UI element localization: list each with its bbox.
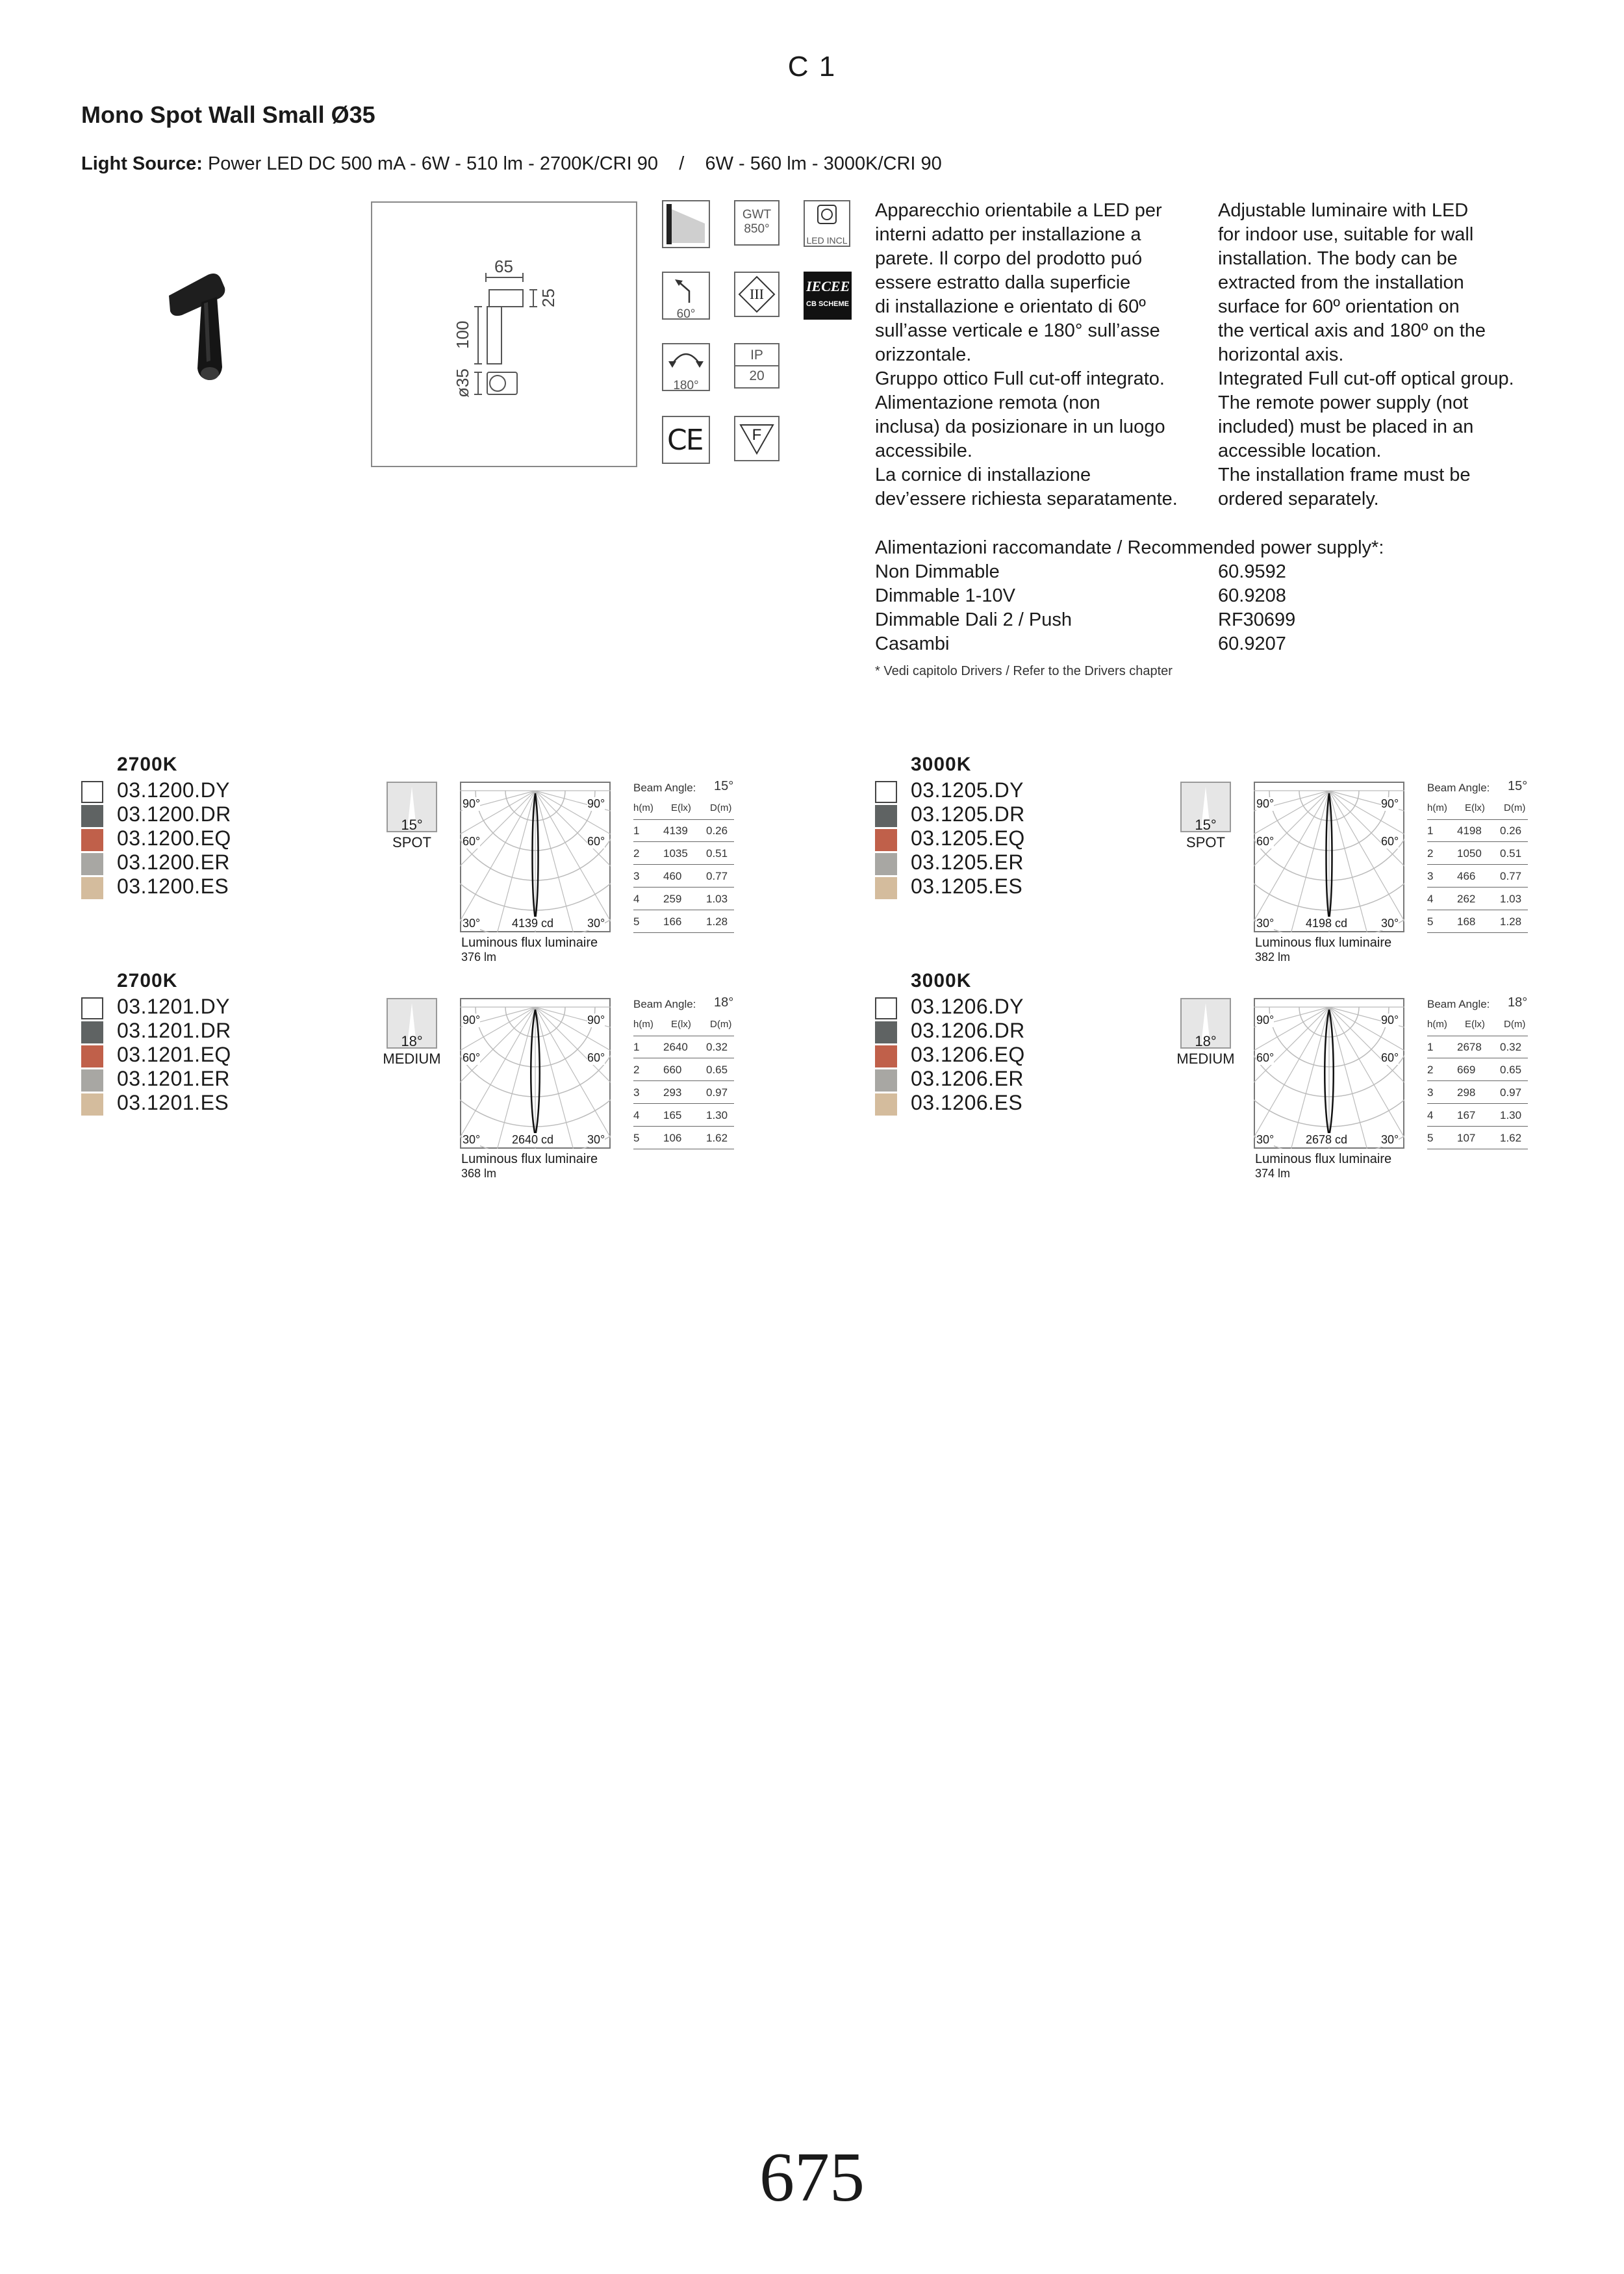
table-header-cell: D(m) (1504, 802, 1526, 813)
article-code: 03.1205.ER (911, 850, 1024, 874)
table-cell: 0.97 (706, 1086, 728, 1099)
polar-angle-label: 30° (1381, 917, 1399, 930)
table-cell: 166 (663, 915, 682, 928)
polar-angle-label: 60° (1256, 835, 1275, 848)
description-line: Adjustable luminaire with LED (1218, 200, 1469, 221)
table-cell: 4198 (1457, 824, 1482, 837)
polar-angle-label: 30° (587, 1133, 605, 1146)
finish-swatch (875, 1045, 897, 1067)
table-cell: 0.65 (1500, 1064, 1522, 1076)
power-supply-footnote: * Vedi capitolo Drivers / Refer to the Drivers chapter (875, 664, 1173, 678)
table-header-row (1427, 800, 1528, 820)
table-row (633, 867, 734, 888)
article-code: 03.1201.DR (117, 1019, 231, 1042)
table-header-cell: E(lx) (1465, 1019, 1485, 1030)
table-cell: 5 (633, 915, 640, 928)
table-cell: 0.77 (1500, 870, 1522, 882)
table-header-cell: E(lx) (671, 802, 691, 813)
variant-block (875, 754, 1590, 968)
beam-angle-value: 18° (714, 995, 734, 1010)
variant-block (81, 754, 796, 968)
table-cell: 669 (1457, 1064, 1476, 1076)
description-line: Gruppo ottico Full cut-off integrato. (875, 368, 1165, 389)
table-cell: 4139 (663, 824, 688, 837)
power-supply-row (875, 633, 1286, 655)
polar-diagram (1254, 998, 1404, 1149)
article-code: 03.1206.DY (911, 995, 1024, 1018)
table-row (1427, 913, 1528, 933)
polar-angle-label: 30° (1256, 1133, 1275, 1146)
polar-angle-label: 60° (463, 1051, 481, 1064)
finish-swatch (81, 853, 103, 875)
table-cell: 4 (1427, 1109, 1434, 1121)
finish-swatch (81, 877, 103, 899)
finish-swatch (81, 781, 103, 803)
dim-depth: 25 (539, 288, 558, 307)
f-mark-icon: F (734, 416, 780, 461)
light-source-line (81, 153, 942, 175)
table-cell: 0.51 (1500, 847, 1522, 860)
finish-swatch (81, 1021, 103, 1043)
polar-angle-label: 90° (1381, 1014, 1399, 1027)
dim-height: 100 (453, 320, 472, 349)
beam-angle-value: 15° (1508, 779, 1528, 793)
variant-block (81, 970, 796, 1184)
table-row (1427, 890, 1528, 910)
table-row (1427, 1084, 1528, 1104)
table-cell: 2678 (1457, 1041, 1482, 1053)
table-header-cell: E(lx) (671, 1019, 691, 1030)
table-header-cell: D(m) (1504, 1019, 1526, 1030)
table-header-row (633, 1016, 734, 1036)
table-header-cell: h(m) (1427, 1019, 1447, 1030)
description-line: surface for 60º orientation on (1218, 296, 1460, 317)
page-number: 675 (759, 2139, 865, 2216)
table-cell: 1 (1427, 1041, 1434, 1053)
table-cell: 165 (663, 1109, 682, 1121)
table-cell: 5 (633, 1132, 640, 1144)
table-cell: 2 (1427, 847, 1434, 860)
table-cell: 1.03 (706, 893, 728, 905)
beam-degree: 18° (401, 1033, 423, 1049)
table-cell: 2 (633, 1064, 640, 1076)
table-row (633, 845, 734, 865)
power-supply-code: 60.9208 (1218, 585, 1286, 606)
beam-name: MEDIUM (383, 1051, 441, 1067)
gwt-rating-icon: GWT 850° (734, 200, 780, 246)
table-cell: 0.65 (706, 1064, 728, 1076)
polar-angle-label: 30° (1381, 1133, 1399, 1146)
table-header-row (633, 800, 734, 820)
table-row (633, 890, 734, 910)
table-cell: 106 (663, 1132, 682, 1144)
table-cell: 2640 (663, 1041, 688, 1053)
table-header-cell: D(m) (710, 802, 732, 813)
power-supply-code: 60.9592 (1218, 561, 1286, 582)
description-line: accessibile. (875, 441, 972, 461)
description-line: Apparecchio orientabile a LED per (875, 200, 1162, 221)
power-supply-row (875, 609, 1296, 631)
polar-angle-label: 60° (1381, 1051, 1399, 1064)
article-code: 03.1201.DY (117, 995, 231, 1018)
variant-block (875, 970, 1590, 1184)
polar-diagram (460, 782, 611, 932)
beam-angle-label: Beam Angle: (633, 782, 696, 794)
table-cell: 262 (1457, 893, 1476, 905)
table-cell: 1.30 (1500, 1109, 1522, 1121)
article-code: 03.1200.DY (117, 778, 231, 802)
peak-intensity: 2678 cd (1306, 1133, 1348, 1146)
finish-swatch (875, 853, 897, 875)
article-code: 03.1201.ER (117, 1067, 231, 1090)
table-row (1427, 1106, 1528, 1127)
polar-angle-label: 60° (1381, 835, 1399, 848)
table-header-cell: h(m) (633, 802, 653, 813)
wall-mount-icon (662, 200, 710, 248)
article-code: 03.1200.ES (117, 875, 229, 898)
peak-intensity: 2640 cd (512, 1133, 554, 1146)
table-cell: 3 (1427, 1086, 1434, 1099)
finish-swatch (875, 1021, 897, 1043)
table-cell: 1.62 (1500, 1132, 1522, 1144)
table-cell: 1050 (1457, 847, 1482, 860)
polar-angle-label: 90° (1381, 797, 1399, 810)
ip-rating-icon: IP 20 (734, 343, 780, 389)
description-line: The installation frame must be (1218, 465, 1471, 485)
description-line: inclusa) da posizionare in un luogo (875, 416, 1165, 437)
polar-angle-label: 30° (463, 917, 481, 930)
led-included-icon: LED INCL (804, 200, 850, 247)
article-code: 03.1200.DR (117, 802, 231, 826)
article-code: 03.1205.DR (911, 802, 1025, 826)
product-photo (162, 263, 234, 387)
table-cell: 3 (1427, 870, 1434, 882)
table-header-cell: E(lx) (1465, 802, 1485, 813)
power-supply-name: Casambi (875, 633, 950, 654)
polar-angle-label: 60° (1256, 1051, 1275, 1064)
table-row (1427, 845, 1528, 865)
table-row (1427, 1038, 1528, 1058)
description-line: for indoor use, suitable for wall (1218, 224, 1474, 245)
light-source-label: Light Source: (81, 153, 203, 174)
color-temperature: 2700K (117, 970, 178, 991)
table-cell: 298 (1457, 1086, 1476, 1099)
description-line: sull’asse verticale e 180° sull’asse (875, 320, 1160, 341)
table-cell: 3 (633, 1086, 640, 1099)
dim-diameter: ø35 (453, 368, 472, 398)
article-code: 03.1201.ES (117, 1091, 229, 1114)
polar-angle-label: 30° (587, 917, 605, 930)
description-line: interni adatto per installazione a (875, 224, 1141, 245)
luminous-flux-label: Luminous flux luminaire (1255, 936, 1392, 950)
polar-angle-label: 30° (463, 1133, 481, 1146)
power-supply-code: 60.9207 (1218, 633, 1286, 654)
table-row (633, 822, 734, 842)
description-line: Alimentazione remota (non (875, 392, 1100, 413)
beam-degree: 15° (1195, 817, 1217, 833)
polar-diagram (460, 998, 611, 1149)
finish-swatch (875, 1069, 897, 1092)
class-iii-icon: III (734, 272, 780, 317)
table-cell: 0.77 (706, 870, 728, 882)
finish-swatch (81, 805, 103, 827)
table-cell: 4 (1427, 893, 1434, 905)
table-cell: 0.32 (706, 1041, 728, 1053)
power-supply-title: Alimentazioni raccomandate / Recommended power supply*: (875, 537, 1384, 558)
beam-degree: 18° (1195, 1033, 1217, 1049)
table-row (633, 1084, 734, 1104)
description-line: installation. The body can be (1218, 248, 1458, 269)
table-header-cell: h(m) (633, 1019, 653, 1030)
finish-swatch (875, 805, 897, 827)
table-cell: 107 (1457, 1132, 1476, 1144)
luminous-flux-label: Luminous flux luminaire (461, 936, 598, 950)
polar-angle-label: 60° (463, 835, 481, 848)
table-header-row (1427, 1016, 1528, 1036)
tilt-angle-text: 60° (676, 307, 696, 321)
table-cell: 1 (1427, 824, 1434, 837)
table-cell: 460 (663, 870, 682, 882)
beam-angle-value: 18° (1508, 995, 1528, 1010)
table-cell: 1 (633, 1041, 640, 1053)
finish-swatch (875, 997, 897, 1019)
table-cell: 0.97 (1500, 1086, 1522, 1099)
table-cell: 259 (663, 893, 682, 905)
description-line: accessible location. (1218, 441, 1382, 461)
polar-angle-label: 30° (1256, 917, 1275, 930)
rotation-angle-text: 180° (673, 379, 699, 392)
power-supply-name: Non Dimmable (875, 561, 1000, 582)
beam-name: MEDIUM (1176, 1051, 1235, 1067)
light-source-text: Power LED DC 500 mA - 6W - 510 lm - 2700K/CRI 90 / 6W - 560 lm - 3000K/CRI 90 (202, 153, 942, 174)
description-line: La cornice di installazione (875, 465, 1091, 485)
luminous-flux-label: Luminous flux luminaire (1255, 1152, 1392, 1166)
description-line: di installazione e orientato di 60º (875, 296, 1146, 317)
table-row (1427, 822, 1528, 842)
polar-angle-label: 90° (587, 797, 605, 810)
luminous-flux-label: Luminous flux luminaire (461, 1152, 598, 1166)
table-cell: 4 (633, 1109, 640, 1121)
ce-mark-icon: CE (662, 416, 710, 464)
table-cell: 2 (1427, 1064, 1434, 1076)
luminous-flux-value: 374 lm (1255, 1167, 1291, 1180)
description-line: essere estratto dalla superficie (875, 272, 1131, 293)
finish-swatch (81, 829, 103, 851)
article-code: 03.1205.ES (911, 875, 1023, 898)
table-cell: 1.30 (706, 1109, 728, 1121)
finish-swatch (81, 1093, 103, 1116)
rotate-180-icon (662, 343, 710, 391)
table-cell: 0.32 (1500, 1041, 1522, 1053)
dim-width: 65 (494, 257, 513, 276)
tilt-60-icon (662, 272, 710, 320)
table-header-cell: D(m) (710, 1019, 732, 1030)
power-supply-name: Dimmable Dali 2 / Push (875, 609, 1072, 630)
peak-intensity: 4139 cd (512, 917, 554, 930)
finish-swatch (81, 1069, 103, 1092)
power-supply-row (875, 561, 1286, 583)
iecee-cb-logo: IECEE CB SCHEME (804, 272, 852, 320)
table-cell: 167 (1457, 1109, 1476, 1121)
polar-angle-label: 90° (1256, 797, 1275, 810)
beam-angle-label: Beam Angle: (1427, 998, 1490, 1010)
finish-swatch (81, 1045, 103, 1067)
power-supply-code: RF30699 (1218, 609, 1296, 630)
technical-drawing (371, 201, 637, 467)
product-title: Mono Spot Wall Small Ø35 (81, 101, 375, 128)
polar-angle-label: 60° (587, 1051, 605, 1064)
beam-degree: 15° (401, 817, 423, 833)
polar-angle-label: 90° (1256, 1014, 1275, 1027)
finish-swatch (875, 1093, 897, 1116)
table-cell: 5 (1427, 1132, 1434, 1144)
description-italian (875, 199, 1213, 511)
table-cell: 0.26 (1500, 824, 1522, 837)
polar-angle-label: 90° (463, 797, 481, 810)
table-cell: 3 (633, 870, 640, 882)
luminous-flux-value: 382 lm (1255, 951, 1291, 964)
finish-swatch (81, 997, 103, 1019)
table-row (633, 1106, 734, 1127)
article-code: 03.1206.ES (911, 1091, 1023, 1114)
luminous-flux-value: 368 lm (461, 1167, 497, 1180)
table-cell: 1 (633, 824, 640, 837)
table-cell: 1.62 (706, 1132, 728, 1144)
article-code: 03.1206.EQ (911, 1043, 1025, 1066)
table-cell: 4 (633, 893, 640, 905)
table-cell: 660 (663, 1064, 682, 1076)
polar-diagram (1254, 782, 1404, 932)
peak-intensity: 4198 cd (1306, 917, 1348, 930)
finish-swatch (875, 877, 897, 899)
article-code: 03.1205.EQ (911, 826, 1025, 850)
beam-angle-value: 15° (714, 779, 734, 793)
polar-angle-label: 90° (587, 1014, 605, 1027)
beam-name: SPOT (1186, 834, 1225, 850)
finish-swatch (875, 781, 897, 803)
table-cell: 0.51 (706, 847, 728, 860)
table-row (633, 1038, 734, 1058)
table-cell: 0.26 (706, 824, 728, 837)
description-line: ordered separately. (1218, 489, 1379, 509)
article-code: 03.1206.DR (911, 1019, 1025, 1042)
section-label: C 1 (787, 51, 837, 83)
table-row (1427, 1061, 1528, 1081)
power-supply-row (875, 585, 1286, 607)
table-cell: 2 (633, 847, 640, 860)
color-temperature: 3000K (911, 970, 972, 991)
table-header-cell: h(m) (1427, 802, 1447, 813)
table-row (633, 913, 734, 933)
beam-name: SPOT (392, 834, 431, 850)
beam-angle-label: Beam Angle: (1427, 782, 1490, 794)
description-line: the vertical axis and 180º on the (1218, 320, 1486, 341)
color-temperature: 2700K (117, 754, 178, 775)
table-cell: 1.03 (1500, 893, 1522, 905)
article-code: 03.1206.ER (911, 1067, 1024, 1090)
description-line: The remote power supply (not (1218, 392, 1469, 413)
luminous-flux-value: 376 lm (461, 951, 497, 964)
article-code: 03.1201.EQ (117, 1043, 231, 1066)
table-row (1427, 1129, 1528, 1149)
description-line: orizzontale. (875, 344, 972, 365)
description-line: parete. Il corpo del prodotto puó (875, 248, 1143, 269)
table-row (633, 1129, 734, 1149)
finish-swatch (875, 829, 897, 851)
dimension-drawing (372, 203, 636, 466)
description-line: Integrated Full cut-off optical group. (1218, 368, 1514, 389)
description-line: included) must be placed in an (1218, 416, 1474, 437)
description-line: extracted from the installation (1218, 272, 1464, 293)
table-cell: 293 (663, 1086, 682, 1099)
table-cell: 168 (1457, 915, 1476, 928)
description-line: dev’essere richiesta separatamente. (875, 489, 1178, 509)
power-supply-name: Dimmable 1-10V (875, 585, 1015, 606)
article-code: 03.1205.DY (911, 778, 1024, 802)
beam-angle-label: Beam Angle: (633, 998, 696, 1010)
article-code: 03.1200.EQ (117, 826, 231, 850)
table-cell: 5 (1427, 915, 1434, 928)
article-code: 03.1200.ER (117, 850, 231, 874)
polar-angle-label: 90° (463, 1014, 481, 1027)
table-row (633, 1061, 734, 1081)
table-cell: 1.28 (706, 915, 728, 928)
table-row (1427, 867, 1528, 888)
table-cell: 466 (1457, 870, 1476, 882)
table-cell: 1035 (663, 847, 688, 860)
description-english (1218, 199, 1556, 511)
color-temperature: 3000K (911, 754, 972, 775)
description-line: horizontal axis. (1218, 344, 1344, 365)
table-cell: 1.28 (1500, 915, 1522, 928)
polar-angle-label: 60° (587, 835, 605, 848)
